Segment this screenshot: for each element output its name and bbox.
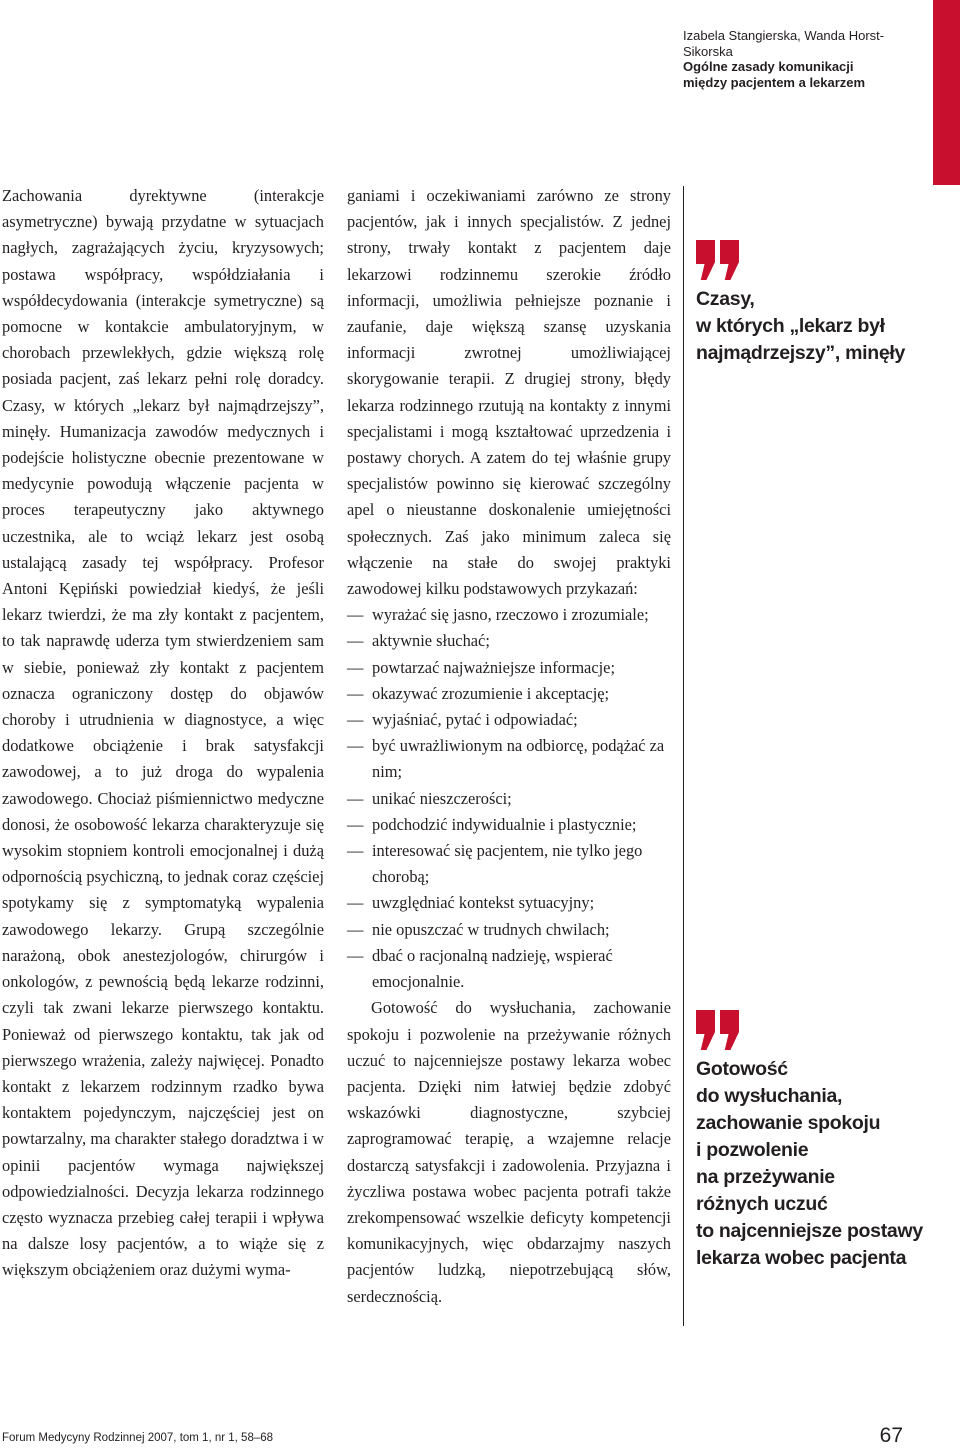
list-item: [347, 628, 671, 654]
dash-icon: —: [347, 683, 364, 703]
dash-icon: —: [347, 605, 364, 625]
dash-icon: —: [347, 945, 364, 965]
mid-paragraph-2: Gotowość do wysłuchania, zachowanie spokoju i pozwolenie na przeżywanie różnych uczuć to najcenniejsze postawy lekarza wobec pacjenta. Dzięki nim łatwiej będzie zdobyć wskazówki diagnostyczne, szybciej zaprogramować terapię, a wzajemne relacje dostarczą satysfakcji i zadowolenia. Przyjazna i życzliwa postawa wobec pacjenta potrafi także zrekompensować wszelkie deficyty kompetencji komunikacyjnych, więc obdarzajmy naszych pacjentów ludzką, niepotrzebującą słów, serdecznością.: [347, 998, 671, 1306]
header-title-line2: między pacjentem a lekarzem: [683, 74, 866, 90]
list-item-text: powtarzać najważniejsze informacje;: [372, 657, 615, 677]
commandments-list: [347, 602, 671, 995]
dash-icon: —: [347, 736, 364, 756]
left-column-text: Zachowania dyrektywne (interakcje asymetryczne) bywają przydatne w sytuacjach nagłych, zagrażających życiu, kryzysowych; postawa współpracy, współdziałania i współdecydowania (interakcje symetryczne) są pomocne w kontakcie ambulatoryjnym, w chorobach przewlekłych, gdzie większą rolę posiada pacjent, zaś lekarz pełni rolę doradcy. Czasy, w których „lekarz był najmądrzejszy”, minęły. Humanizacja zawodów medycznych i podejście holistyczne obecnie prezentowane w medycynie powodują włączenie pacjenta w proces terapeutyczny jako aktywnego uczestnika, ale to wciąż lekarz jest osobą ustalającą zasady tej współpracy. Profesor Antoni Kępiński powiedział kiedyś, że jeśli lekarz twierdzi, że ma zły kontakt z pacjentem, to tak naprawdę uderza tym stwierdzeniem sam w siebie, ponieważ zły kontakt z pacjentem oznacza ograniczony dostęp do objawów choroby i utrudnienia w diagnostyce, a więc dodatkowe obciążenie i brak satysfakcji zawodowej, a to już droga do wypalenia zawodowego. Chociaż piśmiennictwo medyczne donosi, że osobowość lekarza charakteryzuje się wysokim stopniem kontroli emocjonalnej i dużą odpornością psychiczną, to jednak coraz częściej spotykamy się z symptomatyką wypalenia zawodowego lekarzy. Grupą szczególnie narażoną, obok anestezjologów, chirurgów i onkologów, z pewnością będą lekarze rodzinni, czyli tak zwani lekarze pierwszego kontaktu. Ponieważ od pierwszego kontaktu, tak jak od pierwszego wrażenia, zależy najwięcej. Ponadto kontakt z lekarzem rodzinnym rzadko bywa kontaktem pojedynczym, najczęściej jest on powtarzalny, ma charakter stałego doradztwa i w opinii pacjentów wymaga największej odpowiedzialności. Decyzja lekarza rodzinnego często wyznacza przebieg całej terapii i wpływa na dalsze losy pacjentów, a to wiąże się z większym obciążeniem oraz dużymi wyma-: [2, 186, 324, 1280]
header-title-line1: Ogólne zasady komunikacji: [683, 59, 854, 74]
list-item-text: dbać o racjonalną nadzieję, wspierać emocjonalnie.: [372, 945, 613, 992]
list-item: [347, 838, 671, 890]
list-item: [347, 890, 671, 916]
list-item-text: uwzględniać kontekst sytuacyjny;: [372, 893, 595, 913]
header-authors: Izabela Stangierska, Wanda Horst-Sikorska: [683, 28, 885, 59]
dash-icon: —: [347, 893, 364, 913]
quote-mark-icon: [696, 1010, 926, 1050]
dash-icon: —: [347, 814, 364, 834]
list-item-text: nie opuszczać w trudnych chwilach;: [372, 919, 610, 939]
list-item-text: wyrażać się jasno, rzeczowo i zrozumiale;: [372, 605, 649, 625]
dash-icon: —: [347, 631, 364, 651]
middle-column: [347, 183, 671, 1310]
list-item: [347, 602, 671, 628]
column-divider: [683, 186, 684, 1326]
list-item: [347, 917, 671, 943]
list-item: [347, 786, 671, 812]
dash-icon: —: [347, 788, 364, 808]
pull-quote-text: Gotowość do wysłuchania, zachowanie spokoju i pozwolenie na przeżywanie różnych uczuć to najcenniejsze postawy lekarza wobec pacjenta: [696, 1058, 923, 1269]
left-column: [2, 183, 324, 1284]
list-item-text: unikać nieszczerości;: [372, 788, 512, 808]
list-item: [347, 655, 671, 681]
red-accent-bar: [933, 0, 960, 185]
list-item-text: wyjaśniać, pytać i odpowiadać;: [372, 710, 578, 730]
list-item-text: aktywnie słuchać;: [372, 631, 490, 651]
pull-quote: [696, 240, 926, 367]
list-item-text: interesować się pacjentem, nie tylko jego chorobą;: [372, 841, 643, 887]
quote-mark-icon: [696, 240, 926, 280]
list-item-text: podchodzić indywidualnie i plastycznie;: [372, 814, 637, 834]
list-item: [347, 707, 671, 733]
dash-icon: —: [347, 841, 364, 861]
journal-footer: Forum Medycyny Rodzinnej 2007, tom 1, nr 1, 58–68: [2, 1432, 274, 1444]
running-header: [683, 28, 919, 90]
list-item: [347, 943, 671, 995]
list-item-text: okazywać zrozumienie i akceptację;: [372, 683, 610, 703]
dash-icon: —: [347, 919, 364, 939]
mid-paragraph-1: ganiami i oczekiwaniami zarówno ze strony pacjentów, jak i innych specjalistów. Z jednej strony, trwały kontakt z pacjentem daje lekarzowi rodzinnemu szerokie źródło informacji, umożliwia pełniejsze poznanie i zaufanie, daje większą szansę uzyskania informacji zwrotnej umożliwiającej skorygowanie terapii. Z drugiej strony, błędy lekarza rodzinnego rzutują na kontakty z innymi specjalistami i mogą kształtować uprzedzenia i postawy chorych. A zatem do tej właśnie grupy specjalistów powinno się kierować szczególny apel o nieustanne doskonalenie umiejętności społecznych. Zaś jako minimum zaleca się włączenie na stałe do swojej praktyki zawodowej kilku podstawowych przykazań:: [347, 186, 671, 599]
list-item: [347, 733, 671, 785]
list-item-text: być uwrażliwionym na odbiorcę, podążać za nim;: [372, 736, 665, 782]
list-item: [347, 681, 671, 707]
pull-quote: [696, 1010, 926, 1272]
pull-quote-text: Czasy, w których „lekarz był najmądrzejszy”, minęły: [696, 288, 906, 364]
dash-icon: —: [347, 657, 364, 677]
page-number: 67: [879, 1424, 903, 1447]
list-item: [347, 812, 671, 838]
dash-icon: —: [347, 710, 364, 730]
